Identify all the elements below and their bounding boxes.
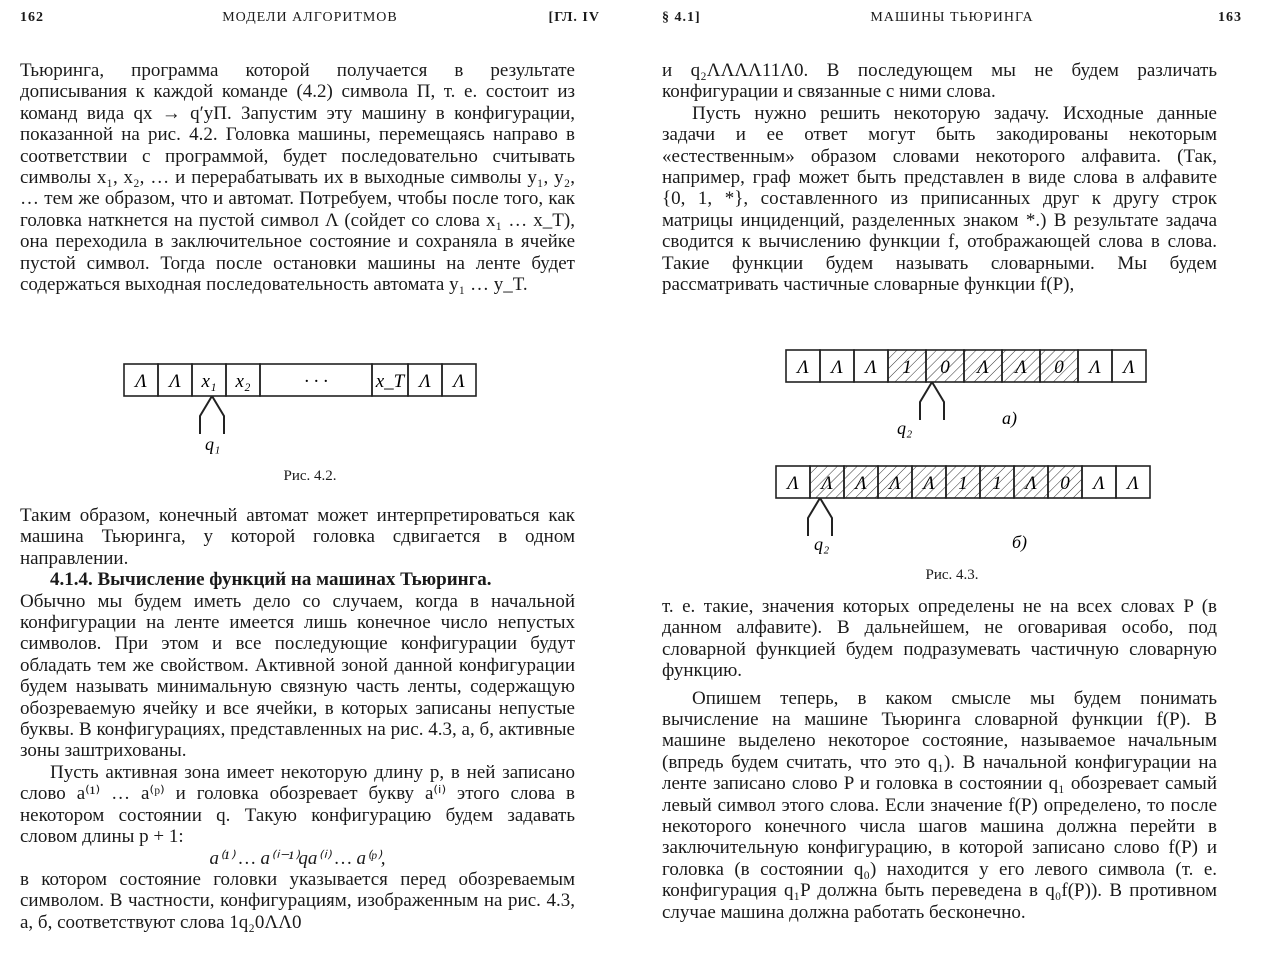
tape-cell-symbol: Λ (419, 371, 431, 392)
paragraph-text: т. е. такие, значения которых определены не на всех словах P (в данном алфавите). В дальнейшем, не оговаривая особо, под словарной функцией будем подразумевать частичную словарную функцию. (662, 596, 1217, 682)
tape-cell-symbol: Λ (977, 357, 989, 378)
paragraph-partial (662, 596, 1217, 923)
tape-cell-symbol: 0 (1054, 357, 1064, 378)
head-state-label: q₂ (897, 418, 913, 438)
page-number: 162 (20, 10, 44, 25)
paragraph-compute: Опишем теперь, в каком смысле мы будем понимать вычисление на машине Тьюринга словарной функции f(P). В машине выделено некоторое состояние, называемое начальным (впредь будем считать, что это q₁). В начальной конфигурации на ленте записано слово P и головка в состоянии q₁ обозревает самый левый символ этого слова. Если значение f(P) определено, то после некоторого конечного числа шагов машина должна перейти в заключительную конфигурацию, в которой записано слово f(P) и головка (в состоянии q₀) находится у его левого символа (т. е. конфигурация q₁P должна быть переведена в q₀f(P)). В противном случае машина должна работать бесконечно. (662, 687, 1217, 923)
tape-cell-symbol: Λ (169, 371, 181, 392)
page-header (20, 10, 600, 34)
figure-4-3b (772, 462, 1192, 557)
figure-caption: Рис. 4.3. (925, 567, 979, 583)
paragraph-top (662, 60, 1217, 295)
head-state-label: q₁ (205, 434, 221, 454)
right-page (642, 0, 1262, 972)
tape-cell-symbol: Λ (1089, 357, 1101, 378)
subfigure-label: а) (1002, 408, 1017, 428)
left-page (0, 0, 620, 972)
tape-cell-symbol: Λ (1127, 473, 1139, 494)
tape-cell-symbol: Λ (865, 357, 877, 378)
paragraph-active-zone: Пусть активная зона имеет некоторую длину p, в ней записано слово a⁽¹⁾ … a⁽ᵖ⁾ и головка обозревает букву a⁽ⁱ⁾ этого слова в некотором состоянии q. Такую конфигурацию будем задавать словом длины p + 1: (20, 761, 575, 848)
tape-cell-symbol: Λ (787, 473, 799, 494)
tape-cell-symbol: Λ (797, 357, 809, 378)
figure-caption: Рис. 4.2. (283, 468, 337, 484)
formula: a⁽¹⁾ … a⁽ⁱ⁻¹⁾qa⁽ⁱ⁾ … a⁽ᵖ⁾, (209, 847, 386, 869)
tape-cell-symbol: 1 (992, 473, 1002, 494)
page-number: 163 (1218, 10, 1242, 25)
tape-cell-symbol: Λ (1015, 357, 1027, 378)
tape-cell-symbol: 1 (902, 357, 912, 378)
tape-cell-symbol: Λ (1123, 357, 1135, 378)
paragraph-text: и q₂ΛΛΛΛ11Λ0. В последующем мы не будем различать конфигурации и связанные с ними слова. (662, 60, 1217, 103)
tape-cell-symbol: 0 (940, 357, 950, 378)
tape-head-pointer (200, 396, 224, 434)
tape-cell-symbol: · · · (304, 371, 328, 392)
tape-cell-symbol: 1 (958, 473, 968, 494)
section-heading: 4.1.4. Вычисление функций на машинах Тьюринга. (50, 569, 492, 591)
tape-cell-symbol: 0 (1060, 473, 1070, 494)
paragraph-text: Таким образом, конечный автомат может интерпретироваться как машина Тьюринга, у которой головка сдвигается в одном направлении. (20, 505, 575, 569)
section-ref: § 4.1] (662, 10, 701, 25)
paragraph-task: Пусть нужно решить некоторую задачу. Исходные данные задачи и ее ответ могут быть закодированы некоторым «естественным» образом словами некоторого алфавита. (Так, например, граф может быть представлен в виде слова в алфавите {0, 1, *}, составленного из приписанных друг к другу строк матрицы инциденций, разделенных знаком *.) В результате задача сводится к вычислению функции f, отображающей слова в слова. Такие функции будем называть словарными. Мы будем рассматривать частичные словарные функции f(P), (662, 102, 1217, 296)
tape-cell-symbol: x₂ (235, 371, 251, 392)
head-state-label: q₂ (814, 534, 830, 554)
paragraph-bottom: в котором состояние головки указывается перед обозреваемым символом. В частности, конфигурациям, изображенным на рис. 4.3, а, б, соответствуют слова 1q₂0ΛΛ0 (20, 868, 575, 933)
tape-cell-symbol: Λ (831, 357, 843, 378)
tape-cell-symbol: Λ (923, 473, 935, 494)
section-text: Обычно мы будем иметь дело со случаем, когда в начальной конфигурации на ленте имеется лишь конечное число непустых символов. При этом и все последующие конфигурации будут обладать тем же свойством. Активной зоной данной конфигурации будем называть минимальную связную часть ленты, содержащую обозреваемую ячейку и все ячейки, в которых записаны непустые буквы. В конфигурациях, представленных на рис. 4.3, а, б, активные зоны заштрихованы. (20, 590, 575, 762)
tape-cell-symbol: Λ (135, 371, 147, 392)
tape-cell-symbol: Λ (889, 473, 901, 494)
figure-4-3a (782, 346, 1162, 441)
tape-cell-symbol: Λ (1093, 473, 1105, 494)
paragraph-after-figure (20, 505, 575, 933)
tape-cell-symbol: Λ (453, 371, 465, 392)
running-title: МАШИНЫ ТЬЮРИНГА (870, 10, 1034, 25)
tape-head-pointer (920, 382, 944, 420)
subfigure-label: б) (1012, 532, 1028, 552)
tape-cell-symbol: Λ (821, 473, 833, 494)
chapter-ref: [ГЛ. IV (548, 10, 600, 25)
paragraph-text: Тьюринга, программа которой получается в результате дописывания к каждой команде (4.2) символа П, т. е. состоит из команд вида qx → q′yП. Запустим эту машину в конфигурации, показанной на рис. 4.2. Головка машины, перемещаясь направо в соответствии с программой, будет последовательно считывать символы x₁, x₂, … и перерабатывать их в выходные символы y₁, y₂, … тем же образом, что и автомат. Потребуем, чтобы после того, как головка наткнется на пустой символ Λ (сойдет со слова x₁ … x_T), она переходила в заключительное состояние и сохраняла в ячейке пустой символ. Тогда после остановки машины на ленте будет содержаться выходная последовательность автомата y₁ … y_T. (20, 60, 575, 296)
tape-cell-symbol: x_T (375, 371, 405, 392)
paragraph-top (20, 60, 575, 295)
page-header (662, 10, 1242, 34)
tape-cell-symbol: x₁ (201, 371, 217, 392)
tape-cell-symbol: Λ (1025, 473, 1037, 494)
tape-head-pointer (808, 498, 832, 536)
running-title: МОДЕЛИ АЛГОРИТМОВ (222, 10, 398, 25)
figure-4-2 (120, 360, 500, 460)
tape-cell-symbol: Λ (855, 473, 867, 494)
